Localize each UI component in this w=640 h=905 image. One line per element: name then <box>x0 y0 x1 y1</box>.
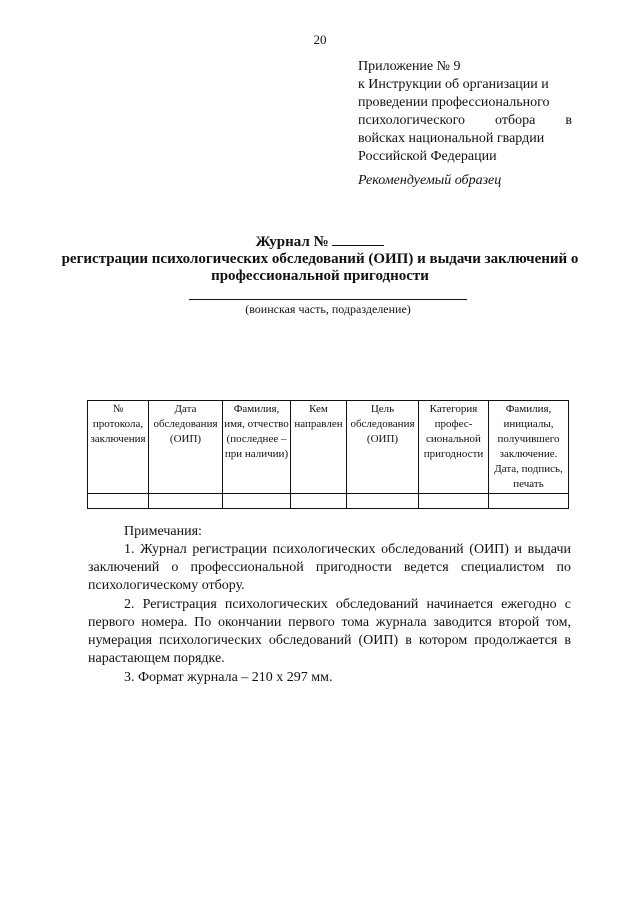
appendix-header <box>358 58 572 166</box>
appendix-line: войсках национальной гвардии <box>358 131 545 146</box>
appendix-line: Приложение № 9 <box>358 59 461 74</box>
notes-section <box>88 523 571 688</box>
column-header: Категория профес-сиональной пригодности <box>419 401 489 494</box>
journal-table <box>87 400 569 509</box>
page-number: 20 <box>313 32 327 47</box>
note-item: 2. Регистрация психологических обследований начинается ежегодно с первого номера. По окончании первого тома журнала заводится второй том, нумерация психологических обследований (ОИП) в котором продолжается в нарастающем порядке. <box>88 597 571 666</box>
table-cell <box>347 494 419 509</box>
column-header: Цель обследования (ОИП) <box>347 401 419 494</box>
unit-caption: (воинская часть, подразделение) <box>245 302 411 316</box>
column-header: Фамилия, имя, отчество (последнее – при наличии) <box>223 401 291 494</box>
journal-subtitle: регистрации психологических обследований (ОИП) и выдачи заключений о профессиональной пригодности <box>61 251 579 284</box>
table-cell <box>489 494 569 509</box>
column-header: Дата обследования (ОИП) <box>149 401 223 494</box>
appendix-line: Российской Федерации <box>358 149 497 164</box>
appendix-line: к Инструкции об организации и <box>358 77 549 92</box>
appendix-line: проведении профессионального <box>358 95 550 110</box>
sample-label: Рекомендуемый образец <box>358 173 502 188</box>
unit-blank-line <box>189 299 467 300</box>
column-header: № протокола, заключения <box>88 401 149 494</box>
journal-number-blank <box>332 233 384 246</box>
appendix-line: психологического отбора в <box>358 113 572 128</box>
table-row <box>88 494 569 509</box>
column-header: Фамилия, инициалы, получившего заключение. Дата, подпись, печать <box>489 401 569 494</box>
table-header-row <box>88 401 569 494</box>
column-header: Кем направлен <box>291 401 347 494</box>
note-item: 1. Журнал регистрации психологических обследований (ОИП) и выдачи заключений о профессиональной пригодности ведется специалистом по психологическому отбору. <box>88 542 571 593</box>
table-cell <box>419 494 489 509</box>
table-cell <box>149 494 223 509</box>
table-cell <box>88 494 149 509</box>
table-cell <box>223 494 291 509</box>
notes-heading: Примечания: <box>124 524 202 539</box>
note-item: 3. Формат журнала – 210 х 297 мм. <box>124 670 333 685</box>
journal-title-text: Журнал № <box>255 234 329 250</box>
table-cell <box>291 494 347 509</box>
journal-title <box>0 233 640 251</box>
